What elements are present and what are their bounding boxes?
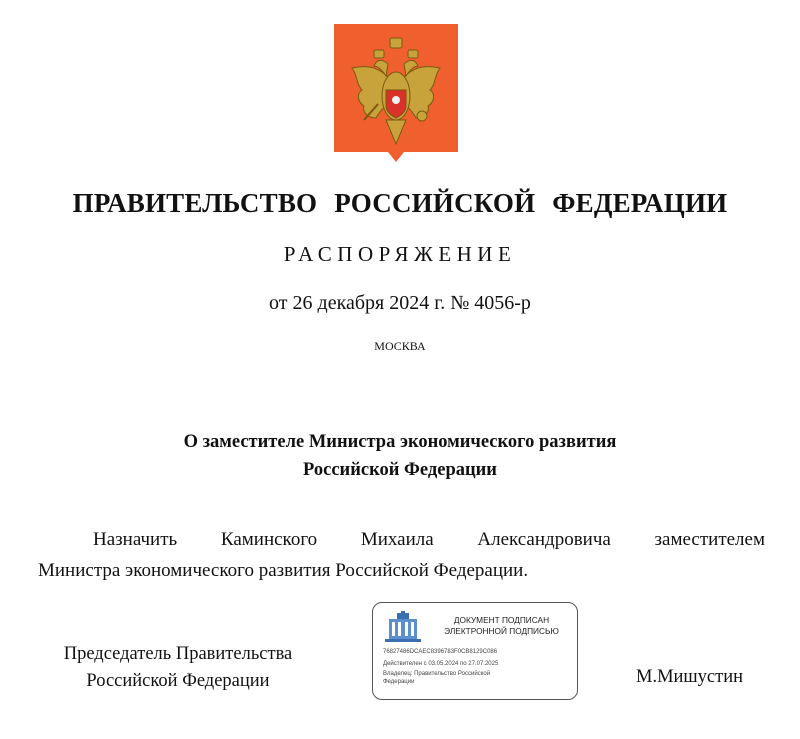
signatory-name: М.Мишустин [636, 667, 744, 687]
signatory-role-line-1: Председатель Правительства [63, 644, 293, 664]
document-date-number: от 26 декабря 2024 г. № 4056-р [269, 292, 531, 314]
stamp-validity: Действителен с 03.05.2024 по 27.07.2025 [383, 661, 499, 667]
coat-of-arms-of-russia-icon [334, 24, 458, 162]
electronic-signature-stamp [372, 602, 578, 700]
coat-of-arms-emblem [334, 24, 458, 162]
body-word: заместителем [654, 529, 765, 550]
stamp-certificate: 76827486DCAEC8396783F0CB8129C086 [383, 649, 498, 655]
stamp-owner-line-2: Федерации [383, 679, 415, 685]
document-subject [0, 428, 800, 484]
stamp-owner-line-1: Владелец: Правительство Российской [383, 671, 491, 677]
government-title: ПРАВИТЕЛЬСТВО РОССИЙСКОЙ ФЕДЕРАЦИИ [72, 188, 728, 218]
stamp-heading-2: ЭЛЕКТРОННОЙ ПОДПИСЬЮ [444, 626, 559, 636]
body-word: Михаила [360, 529, 434, 550]
document-type: РАСПОРЯЖЕНИЕ [283, 242, 517, 266]
body-line-2: Министра экономического развития Российской Федерации. [38, 560, 529, 581]
government-building-icon [383, 611, 423, 645]
body-line-1 [38, 524, 765, 555]
signatory-role [38, 641, 318, 695]
signatory-role-line-2: Российской Федерации [86, 671, 270, 691]
document-city: МОСКВА [374, 339, 426, 353]
subject-line-1: О заместителе Министра экономического развития [183, 432, 617, 452]
body-word: Назначить [93, 529, 178, 550]
document-body [38, 524, 765, 586]
stamp-heading-1: ДОКУМЕНТ ПОДПИСАН [453, 615, 550, 625]
body-word: Каминского [220, 529, 318, 550]
body-word: Александровича [477, 529, 611, 550]
subject-line-2: Российской Федерации [303, 460, 497, 480]
